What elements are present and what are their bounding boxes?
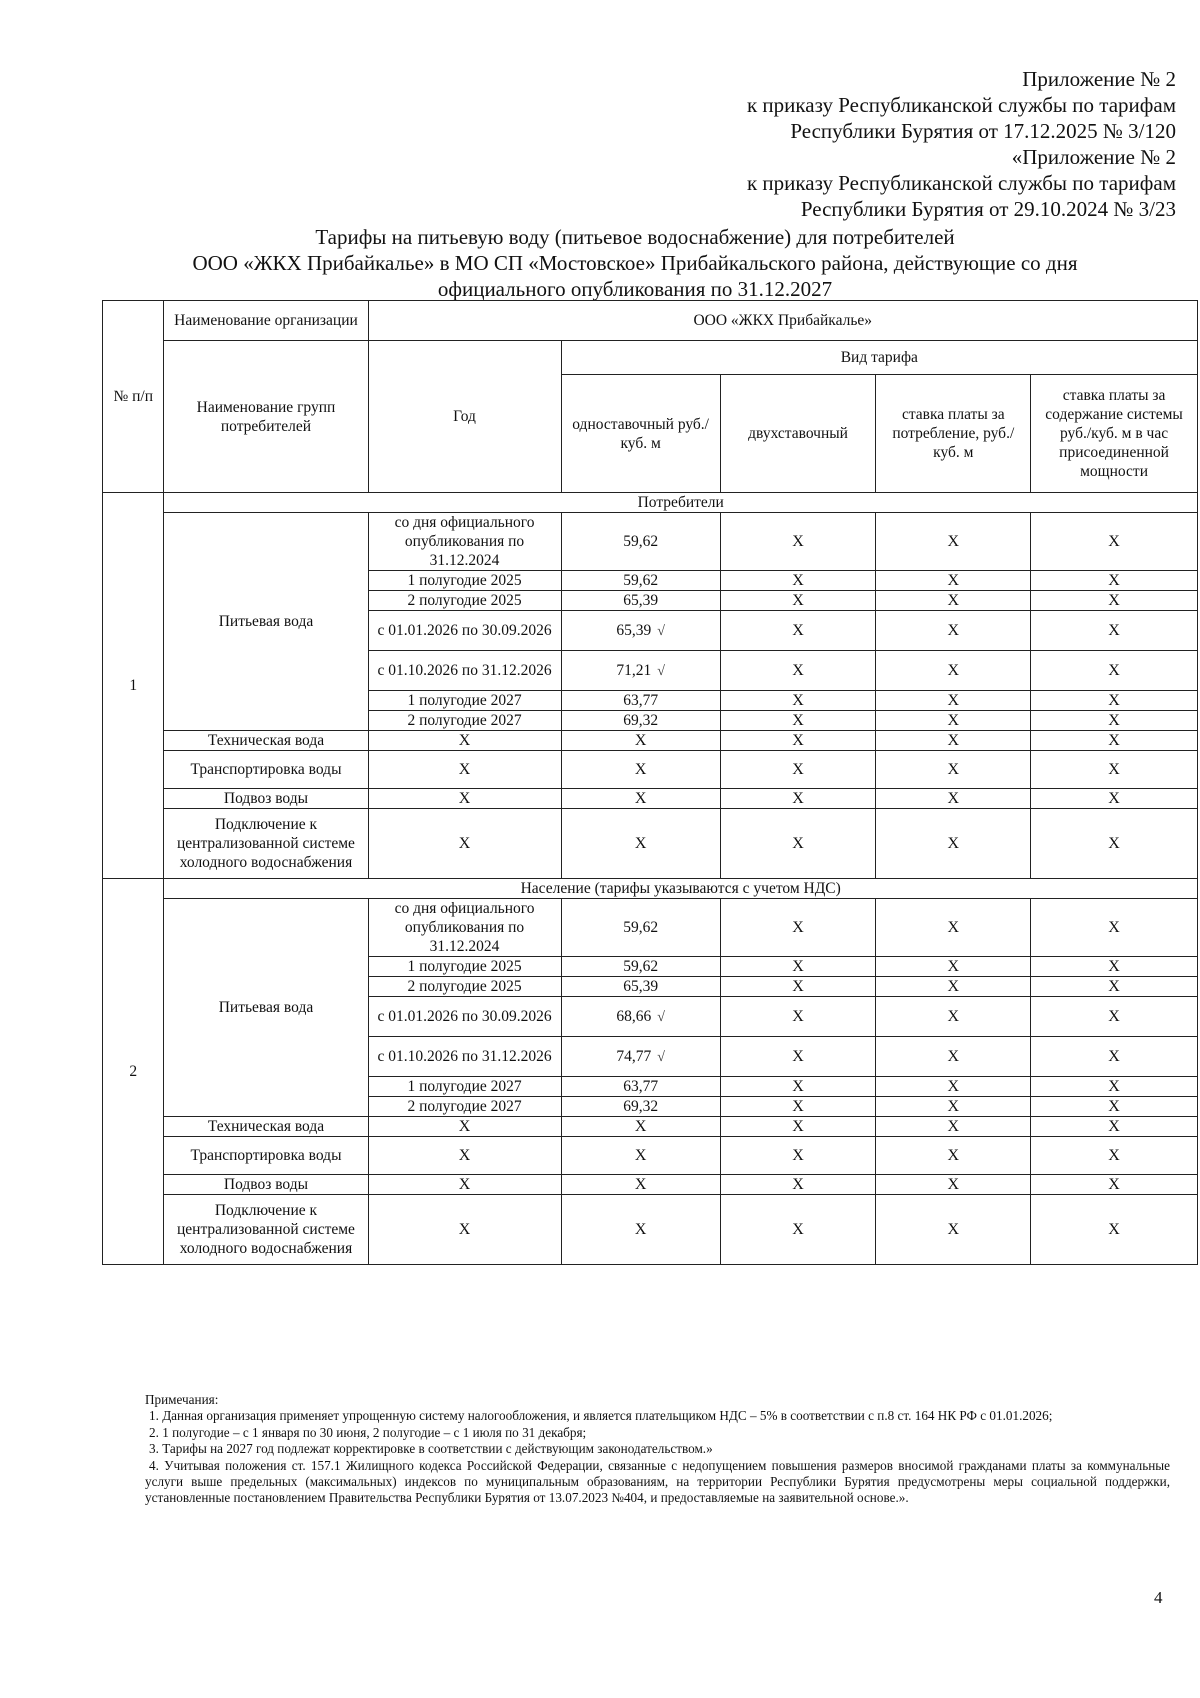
not-applicable-cell <box>1031 651 1198 691</box>
not-applicable-mark: X <box>1108 978 1120 995</box>
not-applicable-cell <box>1031 997 1198 1037</box>
not-applicable-mark: X <box>458 835 471 852</box>
not-applicable-cell <box>1031 977 1198 997</box>
not-applicable-mark: X <box>947 790 960 807</box>
not-applicable-mark: X <box>947 761 960 778</box>
not-applicable-mark: X <box>1108 1118 1120 1135</box>
period-cell: со дня официального опубликования по 31.12.2024 <box>368 899 561 957</box>
not-applicable-mark: X <box>634 732 647 749</box>
org-name-cell: ООО «ЖКХ Прибайкалье» <box>368 301 1198 341</box>
title-line: официального опубликования по 31.12.2027 <box>437 277 833 301</box>
header-line: Республики Бурятия от 29.10.2024 № 3/23 <box>800 197 1176 221</box>
tariff-value: 65,39 <box>623 978 659 995</box>
period-cell: 1 полугодие 2025 <box>368 571 561 591</box>
not-applicable-cell <box>1031 789 1198 809</box>
not-applicable-cell <box>368 1137 561 1175</box>
not-applicable-mark: X <box>947 1176 960 1193</box>
section-title: Население (тарифы указываются с учетом НДС) <box>164 879 1198 899</box>
not-applicable-mark: X <box>1108 1078 1120 1095</box>
not-applicable-cell <box>368 789 561 809</box>
not-applicable-cell <box>876 789 1031 809</box>
not-applicable-cell <box>720 651 876 691</box>
tariff-value: 65,39 <box>616 621 652 639</box>
not-applicable-mark: X <box>792 622 804 639</box>
check-mark: √ <box>657 1049 665 1065</box>
note-item: 2. 1 полугодие – с 1 января по 30 июня, 2 полугодие – с 1 июля по 31 декабря; <box>149 1424 587 1440</box>
not-applicable-mark: X <box>947 958 960 975</box>
not-applicable-cell <box>1031 591 1198 611</box>
not-applicable-cell <box>876 751 1031 789</box>
not-applicable-mark: X <box>792 919 804 936</box>
not-applicable-cell <box>876 809 1031 879</box>
not-applicable-mark: X <box>792 978 804 995</box>
not-applicable-mark: X <box>1108 592 1120 609</box>
period-cell: с 01.01.2026 по 30.09.2026 <box>368 997 561 1037</box>
not-applicable-cell <box>720 711 876 731</box>
not-applicable-mark: X <box>792 958 804 975</box>
not-applicable-mark: X <box>947 692 960 709</box>
not-applicable-cell <box>1031 1077 1198 1097</box>
not-applicable-mark: X <box>1108 761 1120 778</box>
not-applicable-mark: X <box>792 572 804 589</box>
not-applicable-mark: X <box>1108 572 1120 589</box>
not-applicable-cell <box>720 957 876 977</box>
not-applicable-mark: X <box>947 662 960 679</box>
not-applicable-mark: X <box>792 1118 804 1135</box>
not-applicable-cell <box>1031 751 1198 789</box>
check-mark: √ <box>657 1009 665 1025</box>
num-header: № п/п <box>103 301 164 493</box>
not-applicable-cell <box>561 789 720 809</box>
tariff-value: 63,77 <box>623 1078 659 1095</box>
note-item: 4. Учитывая положения ст. 157.1 Жилищного кодекса Российской Федерации, связанные с недопущением повышения размеров вносимой гражданами платы за коммунальные услуги выше предельных (максимальных) индексов по муниципальным образованиям, на территории Республики Бурятия предусмотрены меры социальной поддержки, установленные постановлением Правительства Республики Бурятия от 13.07.2023 №404, и предоставляемые на заявительной основе.». <box>145 1457 1170 1506</box>
tariff-table-body <box>103 301 1198 1265</box>
not-applicable-cell <box>720 1037 876 1077</box>
not-applicable-mark: X <box>634 1176 647 1193</box>
not-applicable-mark: X <box>458 732 471 749</box>
org-label-cell: Наименование организации <box>164 301 368 341</box>
not-applicable-cell <box>561 751 720 789</box>
not-applicable-cell <box>720 1077 876 1097</box>
tariff-value: 59,62 <box>623 533 659 550</box>
title-line: Тарифы на питьевую воду (питьевое водоснабжение) для потребителей <box>315 225 955 249</box>
not-applicable-mark: X <box>947 712 960 729</box>
not-applicable-mark: X <box>1108 533 1120 550</box>
period-cell: 1 полугодие 2025 <box>368 957 561 977</box>
not-applicable-cell <box>1031 711 1198 731</box>
table-row <box>103 809 1198 879</box>
double-rate-header: двухставочный <box>720 375 876 493</box>
not-applicable-cell <box>368 1175 561 1195</box>
not-applicable-mark: X <box>947 1048 960 1065</box>
not-applicable-cell <box>876 1175 1031 1195</box>
not-applicable-mark: X <box>1108 622 1120 639</box>
not-applicable-mark: X <box>792 835 804 852</box>
not-applicable-mark: X <box>947 533 960 550</box>
not-applicable-cell <box>876 691 1031 711</box>
not-applicable-cell <box>720 1175 876 1195</box>
header-line: Приложение № 2 <box>1022 67 1176 91</box>
service-name-cell: Подключение к централизованной системе холодного водоснабжения <box>164 1195 368 1265</box>
not-applicable-cell <box>876 1117 1031 1137</box>
not-applicable-cell <box>876 1195 1031 1265</box>
not-applicable-mark: X <box>634 1118 647 1135</box>
header-line: Республики Бурятия от 17.12.2025 № 3/120 <box>790 119 1176 143</box>
not-applicable-cell <box>720 731 876 751</box>
not-applicable-cell <box>876 997 1031 1037</box>
not-applicable-mark: X <box>792 1048 804 1065</box>
single-rate-value-cell <box>561 571 720 591</box>
not-applicable-mark: X <box>947 622 960 639</box>
not-applicable-cell <box>1031 611 1198 651</box>
not-applicable-cell <box>720 899 876 957</box>
not-applicable-cell <box>876 731 1031 751</box>
not-applicable-cell <box>876 957 1031 977</box>
not-applicable-cell <box>720 789 876 809</box>
title-line: ООО «ЖКХ Прибайкалье» в МО СП «Мостовское» Прибайкальского района, действующие со дня <box>192 251 1078 275</box>
not-applicable-cell <box>1031 691 1198 711</box>
not-applicable-cell <box>876 977 1031 997</box>
not-applicable-mark: X <box>1108 790 1120 807</box>
not-applicable-mark: X <box>1108 1008 1120 1025</box>
service-name-cell: Транспортировка воды <box>164 751 368 789</box>
notes-block <box>145 1392 1170 1507</box>
not-applicable-cell <box>1031 513 1198 571</box>
not-applicable-mark: X <box>947 592 960 609</box>
not-applicable-cell <box>1031 1097 1198 1117</box>
single-rate-value-cell <box>561 1077 720 1097</box>
service-name-cell: Подвоз воды <box>164 1175 368 1195</box>
single-rate-value-cell <box>561 1037 720 1077</box>
not-applicable-cell <box>1031 1037 1198 1077</box>
not-applicable-mark: X <box>634 790 647 807</box>
not-applicable-cell <box>1031 1195 1198 1265</box>
single-rate-value-cell <box>561 611 720 651</box>
not-applicable-mark: X <box>634 761 647 778</box>
not-applicable-cell <box>368 751 561 789</box>
check-mark: √ <box>657 623 665 639</box>
tariff-value: 59,62 <box>623 919 659 936</box>
not-applicable-cell <box>720 977 876 997</box>
not-applicable-cell <box>720 1117 876 1137</box>
not-applicable-mark: X <box>1108 1176 1120 1193</box>
tariff-value: 59,62 <box>623 958 659 975</box>
single-rate-header: одноставочный руб./ куб. м <box>561 375 720 493</box>
tariff-type-header: Вид тарифа <box>561 341 1197 375</box>
service-name-cell: Подключение к централизованной системе холодного водоснабжения <box>164 809 368 879</box>
not-applicable-mark: X <box>458 1221 471 1238</box>
not-applicable-mark: X <box>947 572 960 589</box>
not-applicable-cell <box>561 1137 720 1175</box>
not-applicable-mark: X <box>947 919 960 936</box>
not-applicable-cell <box>876 1097 1031 1117</box>
period-cell: с 01.01.2026 по 30.09.2026 <box>368 611 561 651</box>
section-title-row <box>103 879 1198 899</box>
header-line: «Приложение № 2 <box>1011 145 1176 169</box>
not-applicable-mark: X <box>792 1147 804 1164</box>
single-rate-value-cell <box>561 591 720 611</box>
not-applicable-mark: X <box>634 835 647 852</box>
not-applicable-cell <box>561 731 720 751</box>
table-row <box>103 513 1198 571</box>
not-applicable-cell <box>720 591 876 611</box>
not-applicable-mark: X <box>792 1008 804 1025</box>
not-applicable-mark: X <box>1108 919 1120 936</box>
not-applicable-cell <box>368 809 561 879</box>
not-applicable-mark: X <box>792 712 804 729</box>
not-applicable-mark: X <box>947 1221 960 1238</box>
not-applicable-mark: X <box>947 978 960 995</box>
table-row <box>103 751 1198 789</box>
single-rate-value-cell <box>561 977 720 997</box>
not-applicable-cell <box>720 1097 876 1117</box>
section-number: 2 <box>103 879 164 1265</box>
not-applicable-cell <box>1031 957 1198 977</box>
table-row <box>103 1137 1198 1175</box>
not-applicable-cell <box>368 1195 561 1265</box>
not-applicable-cell <box>1031 731 1198 751</box>
not-applicable-cell <box>1031 809 1198 879</box>
table-row <box>103 731 1198 751</box>
maintenance-rate-header: ставка платы за содержание системы руб./куб. м в час присоединенной мощности <box>1031 375 1198 493</box>
consumption-rate-header: ставка платы за потребление, руб./ куб. м <box>876 375 1031 493</box>
not-applicable-mark: X <box>792 1098 804 1115</box>
not-applicable-mark: X <box>792 592 804 609</box>
not-applicable-mark: X <box>458 1147 471 1164</box>
year-header: Год <box>368 341 561 493</box>
not-applicable-cell <box>561 1117 720 1137</box>
not-applicable-cell <box>876 1037 1031 1077</box>
not-applicable-mark: X <box>458 790 471 807</box>
not-applicable-cell <box>720 809 876 879</box>
not-applicable-cell <box>720 611 876 651</box>
note-item: 1. Данная организация применяет упрощенную систему налогообложения, и является плательщиком НДС – 5% в соответствии с п.8 ст. 164 НК РФ с 01.01.2026; <box>149 1408 1053 1424</box>
not-applicable-cell <box>720 513 876 571</box>
not-applicable-mark: X <box>1108 662 1120 679</box>
not-applicable-cell <box>1031 571 1198 591</box>
not-applicable-cell <box>876 899 1031 957</box>
not-applicable-mark: X <box>634 1147 647 1164</box>
not-applicable-mark: X <box>1108 1098 1120 1115</box>
not-applicable-cell <box>1031 1117 1198 1137</box>
tariff-value: 69,32 <box>623 1098 659 1115</box>
table-row <box>103 1195 1198 1265</box>
not-applicable-cell <box>876 571 1031 591</box>
check-mark: √ <box>657 663 665 679</box>
single-rate-value-cell <box>561 997 720 1037</box>
not-applicable-cell <box>876 513 1031 571</box>
not-applicable-mark: X <box>1108 835 1120 852</box>
not-applicable-mark: X <box>1108 692 1120 709</box>
not-applicable-cell <box>720 751 876 789</box>
header-row <box>103 341 1198 375</box>
single-rate-value-cell <box>561 691 720 711</box>
period-cell: 2 полугодие 2027 <box>368 1097 561 1117</box>
tariff-value: 71,21 <box>616 661 652 679</box>
not-applicable-mark: X <box>947 1118 960 1135</box>
not-applicable-cell <box>1031 1137 1198 1175</box>
not-applicable-cell <box>720 571 876 591</box>
group-header: Наименование групп потребителей <box>164 341 368 493</box>
tariff-value: 74,77 <box>616 1047 652 1065</box>
not-applicable-cell <box>1031 1175 1198 1195</box>
not-applicable-cell <box>720 691 876 711</box>
not-applicable-cell <box>720 997 876 1037</box>
not-applicable-mark: X <box>1108 732 1120 749</box>
not-applicable-mark: X <box>947 1078 960 1095</box>
single-rate-value-cell <box>561 899 720 957</box>
note-item: 3. Тарифы на 2027 год подлежат корректировке в соответствии с действующим законодательством.» <box>149 1441 713 1457</box>
not-applicable-mark: X <box>947 732 960 749</box>
document-title <box>100 224 1170 302</box>
tariff-value: 68,66 <box>616 1007 652 1025</box>
not-applicable-cell <box>561 1195 720 1265</box>
section-title-row <box>103 493 1198 513</box>
not-applicable-mark: X <box>1108 1221 1120 1238</box>
service-name-cell: Транспортировка воды <box>164 1137 368 1175</box>
not-applicable-cell <box>720 1137 876 1175</box>
table-row <box>103 899 1198 957</box>
period-cell: 2 полугодие 2025 <box>368 591 561 611</box>
not-applicable-mark: X <box>792 533 804 550</box>
not-applicable-cell <box>720 1195 876 1265</box>
not-applicable-mark: X <box>792 790 804 807</box>
not-applicable-mark: X <box>1108 712 1120 729</box>
not-applicable-cell <box>876 651 1031 691</box>
not-applicable-mark: X <box>947 1147 960 1164</box>
not-applicable-mark: X <box>458 1118 471 1135</box>
page-number: 4 <box>1154 1588 1163 1607</box>
approval-header <box>747 66 1176 222</box>
tariff-value: 59,62 <box>623 572 659 589</box>
not-applicable-cell <box>876 591 1031 611</box>
period-cell: 1 полугодие 2027 <box>368 691 561 711</box>
tariff-table <box>102 300 1198 1265</box>
tariff-value: 65,39 <box>623 592 659 609</box>
period-cell: 1 полугодие 2027 <box>368 1077 561 1097</box>
not-applicable-mark: X <box>792 1078 804 1095</box>
not-applicable-mark: X <box>947 1008 960 1025</box>
consumer-group-cell: Питьевая вода <box>164 513 368 731</box>
single-rate-value-cell <box>561 957 720 977</box>
not-applicable-cell <box>368 731 561 751</box>
not-applicable-mark: X <box>792 662 804 679</box>
not-applicable-cell <box>876 1077 1031 1097</box>
not-applicable-mark: X <box>947 1098 960 1115</box>
consumer-group-cell: Питьевая вода <box>164 899 368 1117</box>
not-applicable-mark: X <box>1108 1048 1120 1065</box>
service-name-cell: Подвоз воды <box>164 789 368 809</box>
table-row <box>103 1117 1198 1137</box>
not-applicable-mark: X <box>792 732 804 749</box>
not-applicable-mark: X <box>634 1221 647 1238</box>
period-cell: со дня официального опубликования по 31.12.2024 <box>368 513 561 571</box>
not-applicable-mark: X <box>1108 1147 1120 1164</box>
single-rate-value-cell <box>561 651 720 691</box>
not-applicable-mark: X <box>792 692 804 709</box>
not-applicable-mark: X <box>458 761 471 778</box>
service-name-cell: Техническая вода <box>164 731 368 751</box>
not-applicable-cell <box>368 1117 561 1137</box>
tariff-value: 69,32 <box>623 712 659 729</box>
table-row <box>103 789 1198 809</box>
section-number: 1 <box>103 493 164 879</box>
not-applicable-cell <box>876 1137 1031 1175</box>
not-applicable-mark: X <box>792 1176 804 1193</box>
not-applicable-cell <box>876 711 1031 731</box>
period-cell: 2 полугодие 2027 <box>368 711 561 731</box>
not-applicable-mark: X <box>792 761 804 778</box>
table-row <box>103 1175 1198 1195</box>
period-cell: 2 полугодие 2025 <box>368 977 561 997</box>
period-cell: с 01.10.2026 по 31.12.2026 <box>368 1037 561 1077</box>
service-name-cell: Техническая вода <box>164 1117 368 1137</box>
period-cell: с 01.10.2026 по 31.12.2026 <box>368 651 561 691</box>
tariff-value: 63,77 <box>623 692 659 709</box>
not-applicable-mark: X <box>792 1221 804 1238</box>
not-applicable-cell <box>561 1175 720 1195</box>
section-title: Потребители <box>164 493 1198 513</box>
not-applicable-mark: X <box>1108 958 1120 975</box>
not-applicable-cell <box>1031 899 1198 957</box>
single-rate-value-cell <box>561 513 720 571</box>
not-applicable-mark: X <box>458 1176 471 1193</box>
single-rate-value-cell <box>561 711 720 731</box>
not-applicable-cell <box>876 611 1031 651</box>
header-row <box>103 301 1198 341</box>
notes-title: Примечания: <box>145 1392 219 1407</box>
not-applicable-mark: X <box>947 835 960 852</box>
not-applicable-cell <box>561 809 720 879</box>
single-rate-value-cell <box>561 1097 720 1117</box>
header-line: к приказу Республиканской службы по тарифам <box>746 93 1176 117</box>
header-line: к приказу Республиканской службы по тарифам <box>746 171 1176 195</box>
